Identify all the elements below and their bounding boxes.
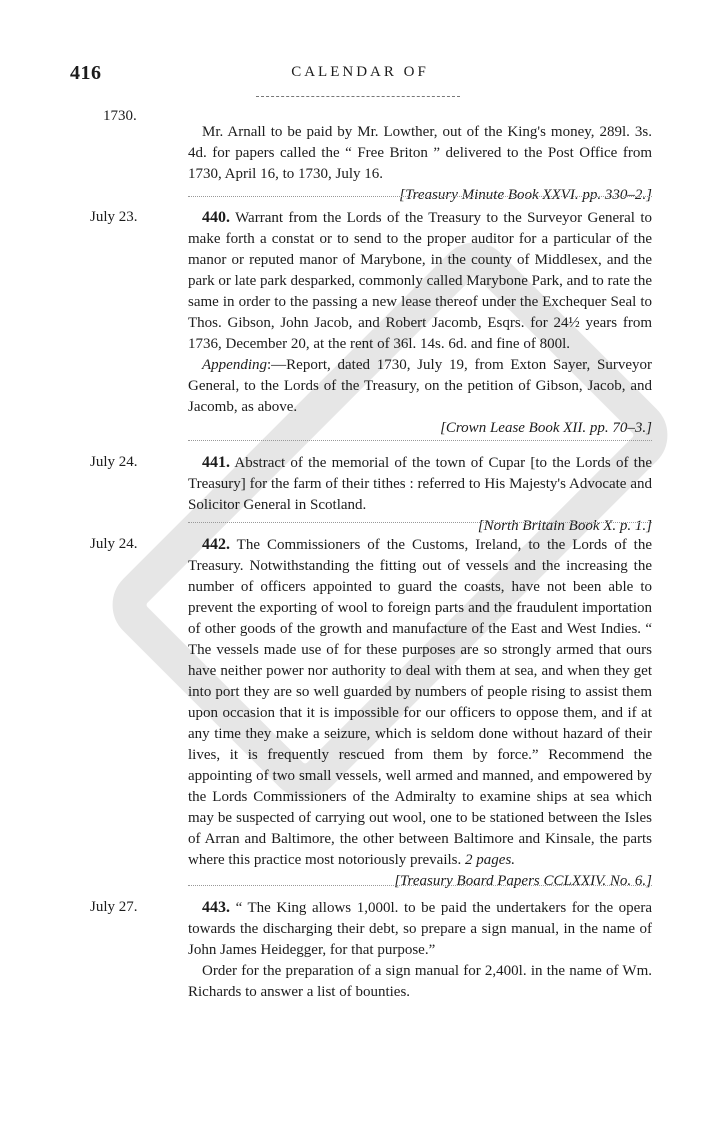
entry-separator	[188, 440, 652, 441]
entry-date: July 24.	[90, 536, 138, 552]
entry-body	[188, 897, 652, 1003]
entry-number: 440.	[202, 209, 230, 226]
page-number: 416	[70, 62, 102, 84]
entry-body	[188, 452, 652, 537]
entry-body	[188, 534, 652, 892]
entry-body	[188, 122, 652, 206]
entry-text-2: Order for the preparation of a sign manual for 2,400l. in the name of Wm. Richards to answer a list of bounties.	[188, 963, 652, 1000]
entry-separator	[188, 196, 652, 197]
entry-date: July 23.	[90, 209, 138, 225]
entry-text: “ The King allows 1,000l. to be paid the undertakers for the opera towards the discharging their debt, so prepare a sign manual, in the name of John James Heidegger, for that purpose.”	[188, 900, 652, 958]
entry-reference: [Treasury Minute Book XXVI. pp. 330–2.]	[399, 187, 652, 203]
header-rule	[256, 96, 460, 97]
entry-text: Mr. Arnall to be paid by Mr. Lowther, out of the King's money, 289l. 3s. 4d. for papers called the “ Free Briton ” delivered to the Post Office from 1730, April 16, to 1730, July 16.	[188, 124, 652, 182]
entry-date: July 24.	[90, 454, 138, 470]
entry-separator	[188, 885, 652, 886]
page-header	[58, 62, 662, 88]
appending-label: Appending	[202, 357, 267, 373]
entry-date: 1730.	[103, 108, 137, 124]
entry-text: Abstract of the memorial of the town of Cupar [to the Lords of the Treasury] for the farm of their tithes : referred to His Majesty's Advocate and Solicitor General in Scotland.	[188, 455, 652, 513]
entry-date: July 27.	[90, 899, 138, 915]
page-count: 2 pages.	[461, 852, 516, 868]
entry-number: 441.	[202, 454, 230, 471]
entry-number: 442.	[202, 536, 230, 553]
entry-body	[188, 207, 652, 439]
entry-reference: [North Britain Book X. p. 1.]	[477, 518, 652, 534]
entry-text: Warrant from the Lords of the Treasury to the Surveyor General to make forth a constat or to send to the proper auditor for a particular of the manor or reputed manor of Marybone, in the county of Middlesex, and the park or late park desparked, commonly called Marybone Park, and to rate the same in order to the passing a new lease thereof under the Exchequer Seal to Thos. Gibson, John Jacob, and Robert Jacomb, Esqrs. for 24½ years from 1736, December 20, at the rent of 36l. 14s. 6d. and fine of 800l.	[188, 210, 652, 352]
entry-reference: [Crown Lease Book XII. pp. 70–3.]	[440, 420, 652, 436]
entry-number: 443.	[202, 899, 230, 916]
entry-separator	[188, 522, 652, 523]
appending-text: :—Report, dated 1730, July 19, from Exton Sayer, Surveyor General, to the Lords of the Treasury, on the petition of Gibson, Jacob, and Jacomb, as above.	[188, 357, 652, 415]
entry-reference: [Treasury Board Papers CCLXXIV. No. 6.]	[394, 873, 652, 889]
running-head: CALENDAR OF	[291, 64, 429, 80]
entry-text: The Commissioners of the Customs, Ireland, to the Lords of the Treasury. Notwithstanding the fitting out of vessels and the increasing the number of officers appointed to guard the coasts, have not been able to prevent the exporting of wool to foreign parts and the fraudulent importation of other goods of the growth and manufacture of the East and West Indies. “ The vessels made use of for these purposes are so strongly armed that ours have neither power nor authority to deal with them at sea, and when they get into port they are so well guarded by numbers of people rising to assist them upon occasion that it is impossible for our officers to oppose them, and if at any time they make a seizure, which is seldom done without hazard of their lives, it is frequently rescued from them by force.” Recommend the appointing of two small vessels, well armed and manned, and empowered by the Lords Commissioners of the Admiralty to examine ships at sea which may be suspected of carrying out wool, one to be stationed between the Isles of Arran and Baltimore, the other between Baltimore and Kinsale, the parts where this practice most notoriously prevails.	[188, 537, 652, 868]
